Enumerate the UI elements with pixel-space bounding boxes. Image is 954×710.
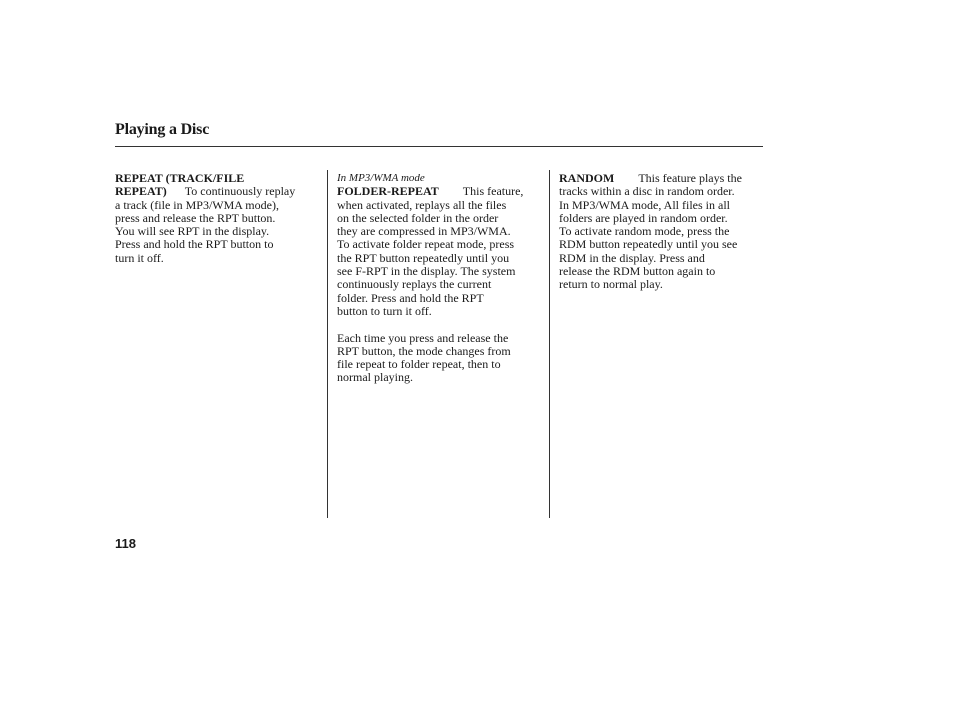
text-line: the RPT button repeatedly until you	[337, 250, 510, 265]
page-number: 118	[115, 536, 136, 551]
text-line: Press and hold the RPT button to	[115, 237, 274, 252]
text-line: file repeat to folder repeat, then to	[337, 357, 501, 372]
text-line: folder. Press and hold the RPT	[337, 290, 484, 305]
text-line: button to turn it off.	[337, 303, 432, 318]
repeat-body-first: To continuously replay	[166, 184, 296, 199]
folder-repeat-first-line	[337, 185, 543, 198]
random-heading: RANDOM	[559, 171, 615, 185]
text-line: You will see RPT in the display.	[115, 224, 270, 239]
text-line: RDM button repeatedly until you see	[559, 237, 738, 252]
folder-repeat-heading: FOLDER-REPEAT	[337, 184, 439, 199]
column-folder-repeat	[337, 172, 543, 385]
text-line: when activated, replays all the files	[337, 197, 507, 212]
text-line: RPT button, the mode changes from	[337, 343, 511, 358]
mode-label: In MP3/WMA mode	[337, 172, 425, 184]
random-first-line	[559, 172, 765, 185]
title-rule	[115, 146, 763, 147]
repeat-heading-tail: REPEAT)	[115, 184, 167, 199]
text-line: see F-RPT in the display. The system	[337, 264, 516, 279]
text-line: RDM in the display. Press and	[559, 250, 705, 265]
text-line: continuously replays the current	[337, 277, 492, 292]
text-line: To activate folder repeat mode, press	[337, 237, 515, 252]
column-repeat-track	[115, 172, 321, 265]
text-line: folders are played in random order.	[559, 210, 728, 225]
column-divider-left	[327, 170, 328, 518]
page-title: Playing a Disc	[115, 121, 210, 138]
text-line: turn it off.	[115, 250, 164, 265]
text-line: normal playing.	[337, 370, 413, 385]
text-line: release the RDM button again to	[559, 264, 716, 279]
repeat-heading-line2	[115, 185, 321, 198]
folder-repeat-body-first: This feature,	[438, 184, 524, 199]
text-line: Each time you press and release the	[337, 330, 509, 345]
random-body-first: This feature plays the	[614, 171, 742, 185]
column-random	[559, 172, 765, 292]
text-line: return to normal play.	[559, 277, 663, 292]
paragraph-spacer	[337, 318, 543, 331]
text-line: In MP3/WMA mode, All files in all	[559, 197, 730, 212]
text-line: To activate random mode, press the	[559, 224, 730, 239]
text-line: press and release the RPT button.	[115, 210, 276, 225]
text-line: a track (file in MP3/WMA mode),	[115, 197, 279, 212]
text-line: they are compressed in MP3/WMA.	[337, 224, 511, 239]
repeat-heading-line1: REPEAT (TRACK/FILE	[115, 171, 245, 185]
text-line: tracks within a disc in random order.	[559, 184, 735, 199]
text-line: on the selected folder in the order	[337, 210, 499, 225]
column-divider-right	[549, 170, 550, 518]
